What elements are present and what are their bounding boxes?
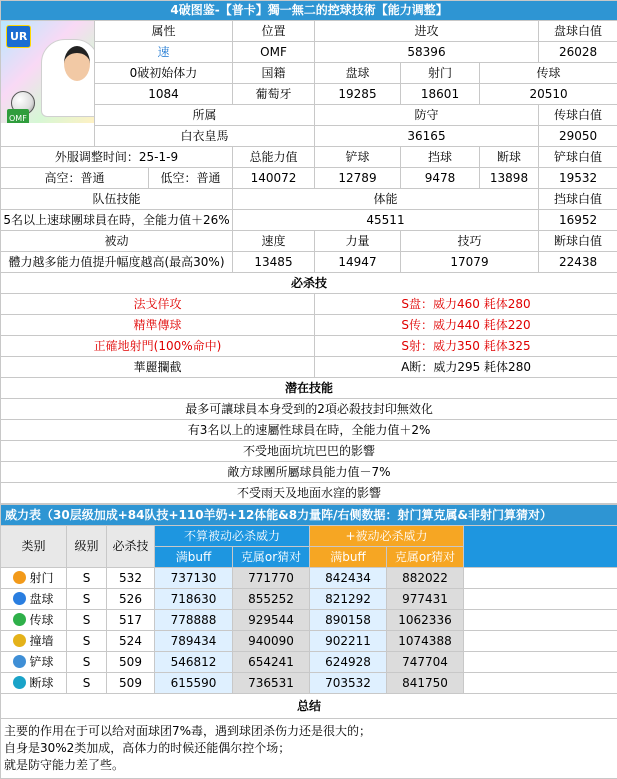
summary-header: 总结 xyxy=(1,694,617,719)
header-defense: 防守 xyxy=(315,105,539,126)
header-attack: 进攻 xyxy=(315,21,539,42)
header-pass: 传球 xyxy=(480,63,617,84)
pass-white-value: 29050 xyxy=(539,126,617,147)
rarity-badge: UR xyxy=(6,25,31,48)
header-attr: 属性 xyxy=(95,21,233,42)
header-pass-white: 传球白值 xyxy=(539,105,617,126)
potential-item: 有3名以上的速屬性球員在時，全能力值＋2% xyxy=(1,420,617,441)
adjust-time: 外服调整时间：25-1-9 xyxy=(1,147,233,168)
header-dribble-white: 盘球白值 xyxy=(539,21,617,42)
skills-header: 必杀技 xyxy=(1,273,617,294)
table-row: 传球 S 517 778888 929544 890158 1062336 xyxy=(1,610,617,631)
header-physical: 体能 xyxy=(233,189,539,210)
skill-effect: S盘：威力460 耗体280 xyxy=(315,294,617,315)
header-level: 级别 xyxy=(67,526,107,568)
summary-line: 自身是30%2类加成，高体力的时候还能偶尔控个场； xyxy=(4,740,614,757)
technique-value: 17079 xyxy=(401,252,539,273)
header-intercept: 断球 xyxy=(480,147,539,168)
header-stamina: 0破初始体力 xyxy=(95,63,233,84)
pass-value: 20510 xyxy=(480,84,617,105)
header-category: 类别 xyxy=(1,526,67,568)
skill-effect: A断：威力295 耗体280 xyxy=(315,357,617,378)
header-with-passive: +被动必杀威力 xyxy=(310,526,464,547)
intercept-value: 13898 xyxy=(480,168,539,189)
low-air-value: 低空：普通 xyxy=(149,168,233,189)
skill-effect: S射：威力350 耗体325 xyxy=(315,336,617,357)
header-block: 挡球 xyxy=(401,147,480,168)
header-passive: 被动 xyxy=(1,231,233,252)
skill-name: 精準傳球 xyxy=(1,315,315,336)
header-pos: 位置 xyxy=(233,21,315,42)
team-skill-value: 5名以上速球團球員在時，全能力值＋26% xyxy=(1,210,233,231)
tackle-icon xyxy=(13,655,26,668)
header-shoot: 射门 xyxy=(401,63,480,84)
defense-value: 36165 xyxy=(315,126,539,147)
blue-filler xyxy=(464,526,617,568)
skill-name: 法戈佯攻 xyxy=(1,294,315,315)
header-intercept-white: 断球白值 xyxy=(539,231,617,252)
total-value: 140072 xyxy=(233,168,315,189)
table-row: 撞墙 S 524 789434 940090 902211 1074388 xyxy=(1,631,617,652)
intercept-icon xyxy=(13,676,26,689)
potential-item: 不受雨天及地面水窪的影響 xyxy=(1,483,617,504)
header-club: 所属 xyxy=(95,105,315,126)
shoot-value: 18601 xyxy=(401,84,480,105)
header-tackle: 铲球 xyxy=(315,147,401,168)
header-technique: 技巧 xyxy=(401,231,539,252)
card-portrait xyxy=(1,21,95,147)
physical-value: 45511 xyxy=(233,210,539,231)
stamina-value: 1084 xyxy=(95,84,233,105)
page-title: 4破图鉴-【普卡】獨一無二的控球技術【能力调整】 xyxy=(1,1,617,21)
speed-value: 13485 xyxy=(233,252,315,273)
table-row: 断球 S 509 615590 736531 703532 841750 xyxy=(1,673,617,694)
table-row: 盘球 S 526 718630 855252 821292 977431 xyxy=(1,589,617,610)
potential-header: 潜在技能 xyxy=(1,378,617,399)
potential-item: 最多可讓球員本身受到的2項必殺技封印無效化 xyxy=(1,399,617,420)
dribble-icon xyxy=(13,592,26,605)
tackle-white-value: 19532 xyxy=(539,168,617,189)
power-table-title: 威力表（30层级加成+84队技+110羊奶+12体能&8力量阵/右侧数据：射门算克属&非射门算猜对） xyxy=(1,505,617,526)
skill-name: 華麗攔截 xyxy=(1,357,315,378)
passive-value: 體力越多能力值提升幅度越高(最高30%) xyxy=(1,252,233,273)
block-value: 9478 xyxy=(401,168,480,189)
header-nation: 国籍 xyxy=(233,63,315,84)
dribble-white-value: 26028 xyxy=(539,42,617,63)
attr-value: 速 xyxy=(95,42,233,63)
header-full-buff: 满buff xyxy=(155,547,233,568)
block-white-value: 16952 xyxy=(539,210,617,231)
skill-name: 正確地射門(100%命中) xyxy=(1,336,315,357)
nation-value: 葡萄牙 xyxy=(233,84,315,105)
header-counter: 克属or猜对 xyxy=(233,547,310,568)
pos-value: OMF xyxy=(233,42,315,63)
header-no-passive: 不算被动必杀威力 xyxy=(155,526,310,547)
summary-line: 主要的作用在于可以给对面球团7%毒，遇到球团杀伤力还是很大的； xyxy=(4,723,614,740)
header-power: 力量 xyxy=(315,231,401,252)
shoot-icon xyxy=(13,571,26,584)
header-block-white: 挡球白值 xyxy=(539,189,617,210)
summary-text xyxy=(1,719,617,779)
intercept-white-value: 22438 xyxy=(539,252,617,273)
header-team-skill: 队伍技能 xyxy=(1,189,233,210)
header-total: 总能力值 xyxy=(233,147,315,168)
power-table xyxy=(0,504,617,779)
header-skill: 必杀技 xyxy=(107,526,155,568)
skill-effect: S传：威力440 耗体220 xyxy=(315,315,617,336)
tackle-value: 12789 xyxy=(315,168,401,189)
table-row: 射门 S 532 737130 771770 842434 882022 xyxy=(1,568,617,589)
potential-item: 敵方球團所屬球員能力值－7% xyxy=(1,462,617,483)
potential-item: 不受地面坑坑巴巴的影響 xyxy=(1,441,617,462)
air-ground-value: 高空：普通 xyxy=(1,168,149,189)
header-full-buff: 满buff xyxy=(310,547,387,568)
dribble-value: 19285 xyxy=(315,84,401,105)
block-icon xyxy=(13,634,26,647)
summary-line: 就是防守能力差了些。 xyxy=(4,757,614,774)
header-dribble: 盘球 xyxy=(315,63,401,84)
attack-value: 58396 xyxy=(315,42,539,63)
header-speed: 速度 xyxy=(233,231,315,252)
power-value: 14947 xyxy=(315,252,401,273)
header-counter: 克属or猜对 xyxy=(387,547,464,568)
club-value: 白衣皇馬 xyxy=(95,126,315,147)
pass-icon xyxy=(13,613,26,626)
header-tackle-white: 铲球白值 xyxy=(539,147,617,168)
position-badge: OMF xyxy=(7,109,29,123)
table-row: 铲球 S 509 546812 654241 624928 747704 xyxy=(1,652,617,673)
player-illustration xyxy=(41,39,94,117)
